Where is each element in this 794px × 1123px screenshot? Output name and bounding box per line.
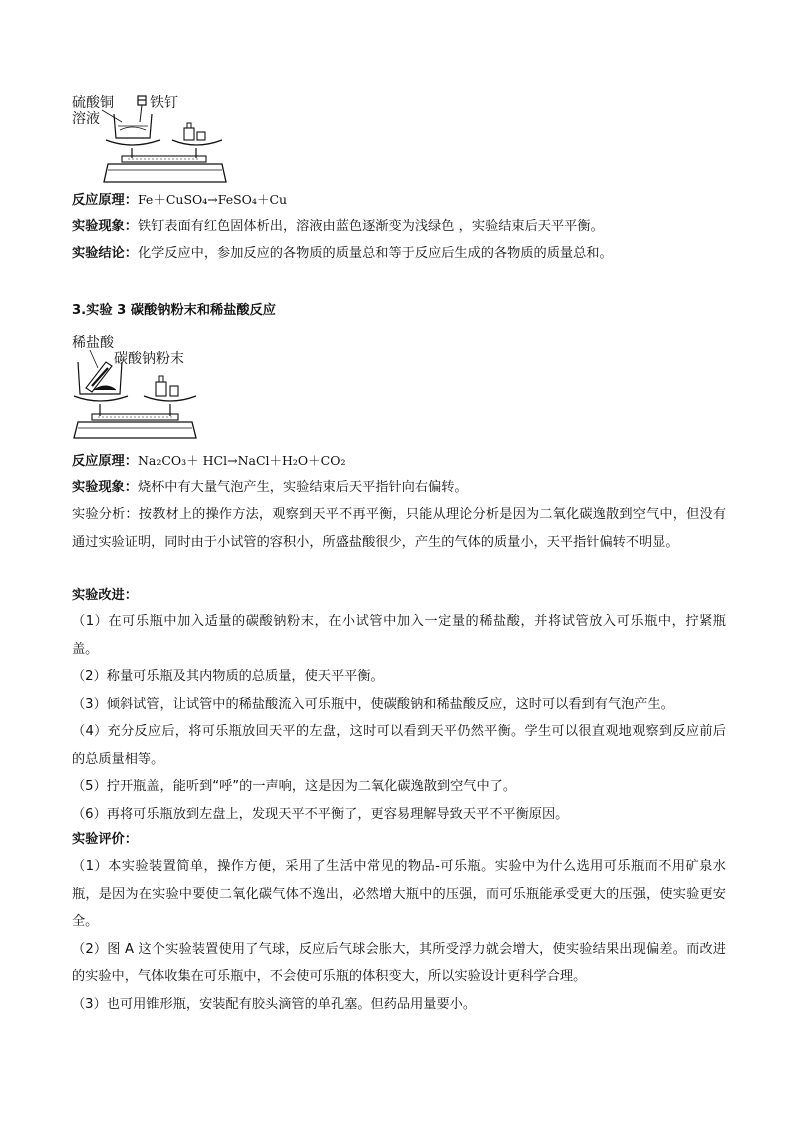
section1-phenomenon-text: 铁钉表面有红色固体析出，溶液由蓝色逐渐变为浅绿色 ，实验结束后天平平衡。 xyxy=(137,219,604,234)
section3-heading-text: 3.实验 3 碳酸钠粉末和稀盐酸反应 xyxy=(72,303,276,318)
section3-analysis-text: 按教材上的操作方法，观察到天平不再平衡，只能从理论分析是因为二氧化碳逸散到空气中，但没有通过实验证明，同时由于小试管的容积小，所盛盐酸很少，产生的气体的质量小，天平指针偏转不明显。 xyxy=(72,507,727,550)
section1-phenomenon-label: 实验现象： xyxy=(72,219,138,234)
section3-phenomenon-label: 实验现象： xyxy=(72,480,138,495)
balance-drawing-1 xyxy=(72,92,232,184)
balance-figure-1 xyxy=(72,92,232,184)
evaluate-item: （2）图 A 这个实验装置使用了气球，反应后气球会胀大，其所受浮力就会增大，使实验结果出现偏差。而改进的实验中，气体收集在可乐瓶中，不会使可乐瓶的体积变大，所以实验设计更科学合理。 xyxy=(72,941,726,984)
section3-evaluate-heading xyxy=(72,826,722,853)
figure1-label-reagent-line2: 溶液 xyxy=(72,111,100,127)
section1-phenomenon xyxy=(72,213,722,240)
figure1-label-reagent-line1: 硫酸铜 xyxy=(72,95,114,111)
section3-principle-label: 反应原理： xyxy=(72,454,138,469)
section3-principle xyxy=(72,447,722,475)
improve-item: （5）拧开瓶盖，能听到“呼”的一声响，这是因为二氧化碳逸散到空气中了。 xyxy=(72,779,517,794)
section1-principle xyxy=(72,186,722,214)
figure3-label-acid: 稀盐酸 xyxy=(72,335,114,351)
section3-analysis xyxy=(72,501,726,556)
section3-evaluate-list xyxy=(72,853,726,1018)
section1-principle-label: 反应原理： xyxy=(72,193,138,208)
section3-phenomenon xyxy=(72,474,722,501)
evaluate-item: （1）本实验装置简单，操作方便，采用了生活中常见的物品-可乐瓶。实验中为什么选用可乐瓶而不用矿泉水瓶，是因为在实验中要使二氧化碳气体不逸出，必然增大瓶中的压强，而可乐瓶能承受更大的压强，使实验更安全。 xyxy=(72,859,726,929)
section3-improve-list xyxy=(72,608,726,828)
section1-conclusion-label: 实验结论： xyxy=(72,246,138,261)
improve-item: （1）在可乐瓶中加入适量的碳酸钠粉末，在小试管中加入一定量的稀盐酸，并将试管放入可乐瓶中，拧紧瓶盖。 xyxy=(72,614,726,657)
section1-conclusion-text: 化学反应中，参加反应的各物质的质量总和等于反应后生成的各物质的质量总和。 xyxy=(137,246,613,261)
improve-item: （4）充分反应后，将可乐瓶放回天平的左盘，这时可以看到天平仍然平衡。学生可以很直观地观察到反应前后的总质量相等。 xyxy=(72,724,726,767)
figure3-label-powder: 碳酸钠粉末 xyxy=(114,351,184,367)
section3-improve-heading xyxy=(72,582,722,609)
section3-improve-label: 实验改进： xyxy=(72,588,138,603)
section3-evaluate-label: 实验评价： xyxy=(72,832,138,847)
balance-drawing-3 xyxy=(72,332,232,440)
section3-principle-formula: Na₂CO₃＋ HCl→NaCl＋H₂O＋CO₂ xyxy=(137,453,346,468)
section1-principle-formula: Fe＋CuSO₄→FeSO₄＋Cu xyxy=(137,192,288,207)
balance-figure-3 xyxy=(72,332,232,440)
figure1-label-nail: 铁钉 xyxy=(150,95,178,111)
section3-heading xyxy=(72,297,722,324)
evaluate-item: （3）也可用锥形瓶，安装配有胶头滴管的单孔塞。但药品用量要小。 xyxy=(72,996,477,1012)
improve-item: （2）称量可乐瓶及其内物质的总质量，使天平平衡。 xyxy=(72,669,384,684)
section3-phenomenon-text: 烧杯中有大量气泡产生，实验结束后天平指针向右偏转。 xyxy=(137,480,468,495)
improve-item: （6）再将可乐瓶放到左盘上，发现天平不平衡了，更容易理解导致天平不平衡原因。 xyxy=(72,806,569,822)
section3-analysis-label: 实验分析： xyxy=(72,507,139,522)
section1-conclusion xyxy=(72,240,722,267)
improve-item: （3）倾斜试管，让试管中的稀盐酸流入可乐瓶中，使碳酸钠和稀盐酸反应，这时可以看到有气泡产生。 xyxy=(72,696,674,712)
